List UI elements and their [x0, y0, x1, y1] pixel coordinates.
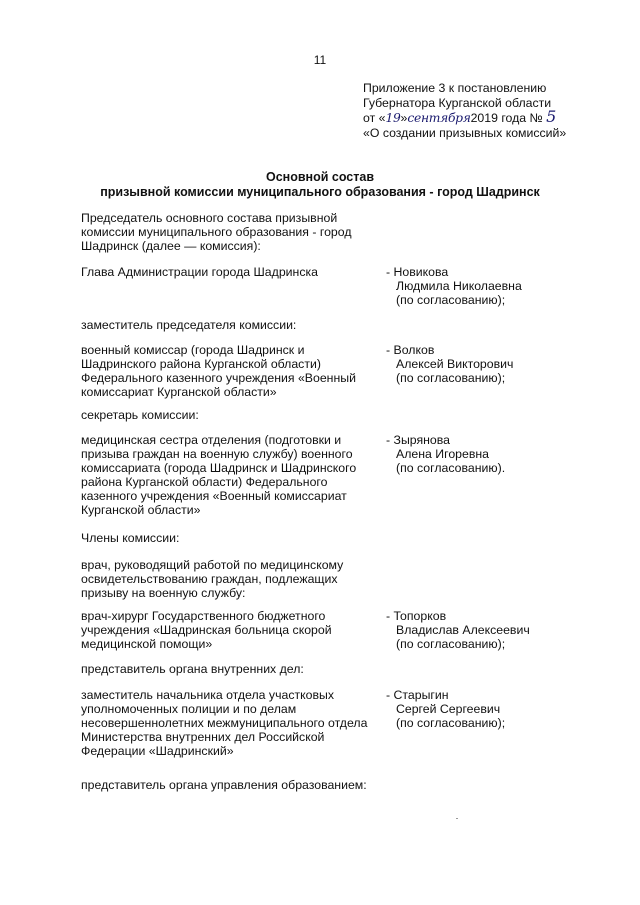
person-surname: - Зырянова [386, 433, 451, 447]
heading-line: Члены комиссии: [81, 531, 180, 545]
heading-line: представитель органа внутренних дел: [81, 662, 304, 676]
police-position [81, 688, 381, 758]
person-note: (по согласованию); [396, 637, 506, 651]
position-line: уполномоченных полиции и по делам [81, 702, 297, 716]
position-line: Министерства внутренних дел Российской [81, 730, 325, 744]
page-number: 11 [313, 53, 327, 67]
heading-line: заместитель председателя комиссии: [81, 318, 297, 332]
position-line: Курганской области» [81, 503, 201, 517]
heading-line: комиссии муниципального образования - город [81, 225, 352, 239]
position-line: несовершеннолетних межмуниципального отдела [81, 716, 368, 730]
heading-line: врач, руководящий работой по медицинскому [81, 558, 344, 572]
heading-line: призыву на военную службу: [81, 586, 246, 600]
appendix-year: 2019 года № [470, 111, 543, 125]
person-note: (по согласованию); [396, 716, 506, 730]
appendix-line-1: Приложение 3 к постановлению [363, 81, 547, 95]
doctor-heading [81, 558, 381, 600]
scan-speck [456, 818, 458, 819]
education-heading [81, 778, 381, 792]
appendix-date-mid: » [400, 111, 408, 125]
position-line: Глава Администрации города Шадринска [81, 265, 318, 279]
appendix-line-4: «О создании призывных комиссий» [363, 125, 567, 140]
police-heading [81, 662, 381, 676]
person-name: Алексей Викторович [396, 357, 514, 371]
chairman-heading [81, 211, 381, 253]
document-title [0, 170, 640, 200]
deputy-person [386, 343, 626, 385]
deputy-heading [81, 318, 381, 332]
chairman-position [81, 265, 381, 279]
chairman-person [386, 265, 626, 307]
person-name: Алена Игоревна [396, 447, 489, 461]
person-note: (по согласованию); [396, 371, 506, 385]
position-line: Шадринского района Курганской области) [81, 357, 321, 371]
heading-line: освидетельствованию граждан, подлежащих [81, 572, 338, 586]
appendix-line-3 [363, 107, 633, 126]
heading-line: Шадринск (далее — комиссия): [81, 239, 261, 253]
position-line: медицинской помощи» [81, 637, 213, 651]
surgeon-position [81, 609, 381, 651]
person-name: Сергей Сергеевич [396, 702, 501, 716]
position-line: врач-хирург Государственного бюджетного [81, 609, 326, 623]
position-line: военный комиссар (города Шадринск и [81, 343, 305, 357]
person-note: (по согласованию). [396, 461, 506, 475]
secretary-position [81, 433, 381, 517]
handwritten-month: сентября [407, 111, 471, 125]
position-line: комиссариата (города Шадринск и Шадринского [81, 461, 357, 475]
appendix-date-prefix: от « [363, 111, 386, 125]
heading-line: представитель органа управления образованием: [81, 778, 367, 792]
secretary-heading [81, 408, 381, 422]
position-line: медицинская сестра отделения (подготовки и [81, 433, 342, 447]
heading-line: Председатель основного состава призывной [81, 211, 338, 225]
position-line: Федерального казенного учреждения «Военный [81, 371, 356, 385]
police-person [386, 688, 626, 730]
handwritten-day: 19 [385, 111, 401, 125]
title-line-2: призывной комиссии муниципального образования - город Шадринск [100, 185, 540, 199]
person-name: Людмила Николаевна [396, 279, 522, 293]
position-line: призыва граждан на военную службу) военного [81, 447, 353, 461]
person-surname: - Старыгин [386, 688, 449, 702]
position-line: казенного учреждения «Военный комиссариат [81, 489, 347, 503]
heading-line: секретарь комиссии: [81, 408, 199, 422]
title-line-1: Основной состав [265, 170, 375, 184]
person-surname: - Новикова [386, 265, 449, 279]
handwritten-number: 5 [546, 107, 557, 126]
position-line: комиссариат Курганской области» [81, 385, 277, 399]
deputy-position [81, 343, 381, 399]
position-line: учреждения «Шадринская больница скорой [81, 623, 332, 637]
surgeon-person [386, 609, 626, 651]
appendix-line-2: Губернатора Курганской области [363, 95, 552, 110]
position-line: заместитель начальника отдела участковых [81, 688, 334, 702]
person-name: Владислав Алексеевич [396, 623, 530, 637]
position-line: Федерации «Шадринский» [81, 744, 234, 758]
person-surname: - Волков [386, 343, 435, 357]
members-heading [81, 531, 381, 545]
appendix-header [363, 81, 633, 140]
position-line: района Курганской области) Федерального [81, 475, 328, 489]
person-surname: - Топорков [386, 609, 447, 623]
person-note: (по согласованию); [396, 293, 506, 307]
secretary-person [386, 433, 626, 475]
